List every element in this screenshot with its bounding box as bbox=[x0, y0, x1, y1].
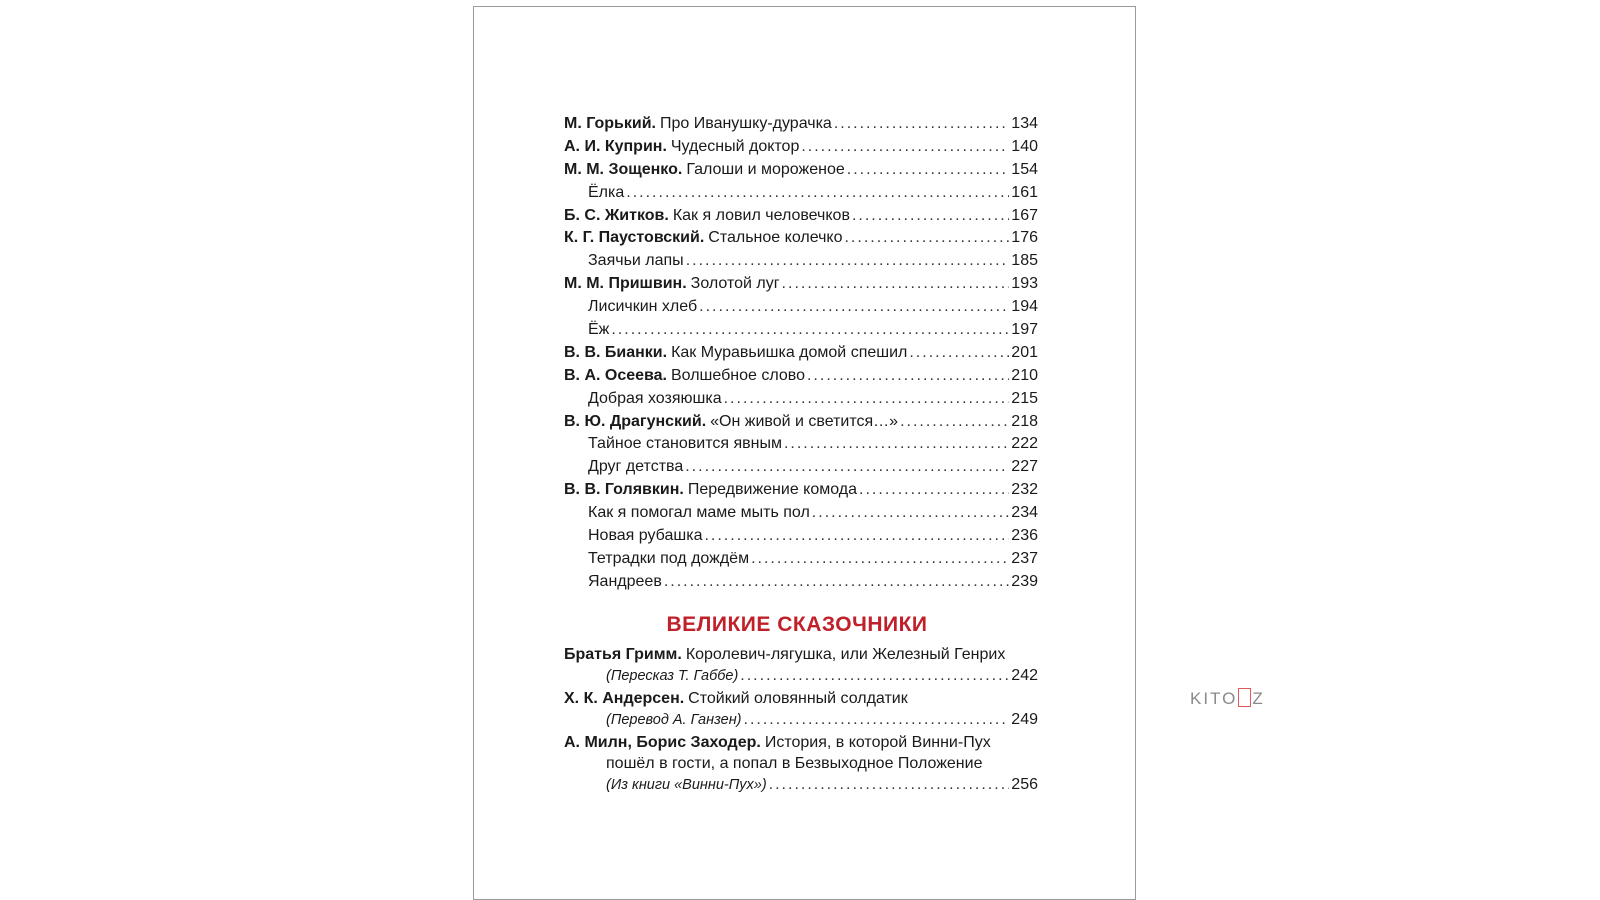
toc-author: М. Горький. bbox=[564, 115, 656, 132]
toc-page-number: 215 bbox=[1011, 389, 1038, 407]
toc-title: Ёлка bbox=[588, 183, 625, 201]
fairy-page-number: 249 bbox=[1011, 710, 1038, 728]
fairy-note-line bbox=[564, 709, 1038, 731]
toc-author: Б. С. Житков. bbox=[564, 206, 669, 224]
toc-entry bbox=[564, 273, 1038, 296]
toc-title: Ёж bbox=[588, 321, 610, 339]
dot-leader bbox=[699, 296, 1009, 319]
dot-leader bbox=[782, 273, 1010, 296]
toc-page-number: 194 bbox=[1011, 298, 1038, 316]
toc-author: В. А. Осеева. bbox=[564, 366, 667, 384]
toc-title: Добрая хозяюшка bbox=[588, 389, 722, 407]
table-of-contents bbox=[564, 113, 1038, 797]
toc-title: Лисичкин хлеб bbox=[588, 298, 698, 316]
translator-note: (Из книги «Винни-Пух») bbox=[606, 776, 767, 793]
toc-page-number: 210 bbox=[1011, 366, 1038, 384]
toc-title: Галоши и мороженое bbox=[686, 160, 845, 178]
dot-leader bbox=[626, 182, 1009, 205]
dot-leader bbox=[664, 571, 1009, 594]
dot-leader bbox=[859, 479, 1009, 502]
book-page bbox=[473, 6, 1136, 900]
toc-title: Волшебное слово bbox=[671, 366, 805, 384]
toc-title: Тайное становится явным bbox=[588, 435, 782, 453]
toc-title: Про Иванушку-дурачка bbox=[660, 115, 832, 132]
toc-title: Тетрадки под дождём bbox=[588, 549, 750, 567]
dot-leader bbox=[784, 433, 1009, 456]
fairy-title: пошёл в гости, а попал в Безвыходное Положение bbox=[606, 754, 983, 772]
toc-entry bbox=[564, 136, 1038, 159]
toc-author: В. Ю. Драгунский. bbox=[564, 412, 707, 430]
toc-page-number: 140 bbox=[1011, 137, 1038, 155]
fairy-title: Стойкий оловянный солдатик bbox=[688, 689, 908, 707]
toc-title: Стальное колечко bbox=[708, 229, 843, 247]
toc-entry bbox=[564, 319, 1038, 342]
toc-entry bbox=[564, 365, 1038, 388]
fairy-entry bbox=[564, 688, 1038, 731]
toc-page-number: 236 bbox=[1011, 527, 1038, 545]
toc-page-number: 227 bbox=[1011, 458, 1038, 476]
toc-page-number: 218 bbox=[1011, 412, 1038, 430]
dot-leader bbox=[812, 502, 1010, 525]
fairy-author: Братья Гримм. bbox=[564, 645, 682, 663]
toc-list bbox=[564, 113, 1038, 594]
dot-leader bbox=[740, 665, 1009, 686]
toc-author: К. Г. Паустовский. bbox=[564, 229, 705, 247]
toc-page-number: 154 bbox=[1011, 160, 1038, 178]
toc-title: Передвижение комода bbox=[687, 481, 858, 499]
toc-page-number: 239 bbox=[1011, 572, 1038, 590]
toc-author: В. В. Голявкин. bbox=[564, 481, 684, 499]
toc-page-number: 167 bbox=[1011, 206, 1038, 224]
dot-leader bbox=[724, 388, 1010, 411]
fairy-tales-list bbox=[564, 644, 1038, 796]
toc-page-number: 234 bbox=[1011, 504, 1038, 522]
fairy-title-line bbox=[564, 732, 1038, 753]
fairy-title-line bbox=[564, 688, 1038, 709]
toc-entry bbox=[564, 159, 1038, 182]
toc-author: М. М. Пришвин. bbox=[564, 275, 687, 293]
toc-entry bbox=[564, 433, 1038, 456]
dot-leader bbox=[744, 709, 1010, 730]
toc-page-number: 201 bbox=[1011, 343, 1038, 361]
toc-entry bbox=[564, 388, 1038, 411]
toc-page-number: 232 bbox=[1011, 481, 1038, 499]
dot-leader bbox=[844, 227, 1009, 250]
dot-leader bbox=[852, 205, 1009, 228]
fairy-entry bbox=[564, 732, 1038, 796]
toc-page-number: 193 bbox=[1011, 275, 1038, 293]
toc-author: А. И. Куприн. bbox=[564, 137, 667, 155]
toc-entry bbox=[564, 411, 1038, 434]
toc-page-number: 222 bbox=[1011, 435, 1038, 453]
logo-box-icon bbox=[1238, 688, 1251, 707]
dot-leader bbox=[847, 159, 1010, 182]
dot-leader bbox=[807, 365, 1009, 388]
toc-title: Яандреев bbox=[588, 572, 662, 590]
dot-leader bbox=[769, 774, 1010, 795]
toc-entry bbox=[564, 296, 1038, 319]
toc-entry bbox=[564, 571, 1038, 594]
section-title: ВЕЛИКИЕ СКАЗОЧНИКИ bbox=[666, 612, 928, 636]
toc-title: «Он живой и светится…» bbox=[710, 412, 899, 430]
fairy-entry bbox=[564, 644, 1038, 687]
fairy-author: Х. К. Андерсен. bbox=[564, 689, 685, 707]
toc-entry bbox=[564, 548, 1038, 571]
toc-entry bbox=[564, 502, 1038, 525]
toc-author: В. В. Бианки. bbox=[564, 343, 668, 361]
dot-leader bbox=[751, 548, 1009, 571]
dot-leader bbox=[909, 342, 1009, 365]
toc-entry bbox=[564, 456, 1038, 479]
fairy-title: История, в которой Винни-Пух bbox=[764, 733, 991, 751]
dot-leader bbox=[611, 319, 1009, 342]
toc-entry bbox=[564, 342, 1038, 365]
toc-title: Чудесный доктор bbox=[670, 137, 800, 155]
toc-entry bbox=[564, 250, 1038, 273]
toc-page-number: 197 bbox=[1011, 321, 1038, 339]
toc-entry bbox=[564, 205, 1038, 228]
watermark-logo: KITO Z bbox=[1190, 689, 1265, 708]
toc-author: М. М. Зощенко. bbox=[564, 160, 683, 178]
dot-leader bbox=[834, 113, 1009, 136]
toc-entry bbox=[564, 182, 1038, 205]
toc-title: Новая рубашка bbox=[588, 527, 703, 545]
toc-entry bbox=[564, 479, 1038, 502]
fairy-note-line bbox=[564, 774, 1038, 796]
fairy-title-line bbox=[564, 753, 1038, 774]
toc-page-number: 176 bbox=[1011, 229, 1038, 247]
toc-title: Друг детства bbox=[588, 458, 684, 476]
fairy-page-number: 242 bbox=[1011, 666, 1038, 684]
fairy-note-line bbox=[564, 665, 1038, 687]
toc-title: Золотой луг bbox=[690, 275, 780, 293]
toc-title: Как я ловил человечков bbox=[672, 206, 850, 224]
toc-entry bbox=[564, 525, 1038, 548]
dot-leader bbox=[686, 250, 1010, 273]
dot-leader bbox=[801, 136, 1009, 159]
toc-page-number: 237 bbox=[1011, 549, 1038, 567]
translator-note: (Перевод А. Ганзен) bbox=[606, 711, 742, 728]
fairy-title-line bbox=[564, 644, 1038, 665]
toc-title: Заячьи лапы bbox=[588, 252, 684, 270]
toc-title: Как Муравьишка домой спешил bbox=[671, 343, 908, 361]
fairy-author: А. Милн, Борис Заходер. bbox=[564, 733, 761, 751]
toc-title: Как я помогал маме мыть пол bbox=[588, 504, 810, 522]
dot-leader bbox=[900, 411, 1009, 434]
fairy-page-number: 256 bbox=[1011, 775, 1038, 793]
toc-page-number: 161 bbox=[1011, 183, 1038, 201]
dot-leader bbox=[685, 456, 1009, 479]
dot-leader bbox=[704, 525, 1009, 548]
toc-page-number: 134 bbox=[1011, 115, 1038, 132]
toc-entry bbox=[564, 113, 1038, 136]
toc-entry bbox=[564, 227, 1038, 250]
toc-page-number: 185 bbox=[1011, 252, 1038, 270]
fairy-title: Королевич-лягушка, или Железный Генрих bbox=[685, 645, 1006, 663]
translator-note: (Пересказ Т. Габбе) bbox=[606, 667, 739, 684]
